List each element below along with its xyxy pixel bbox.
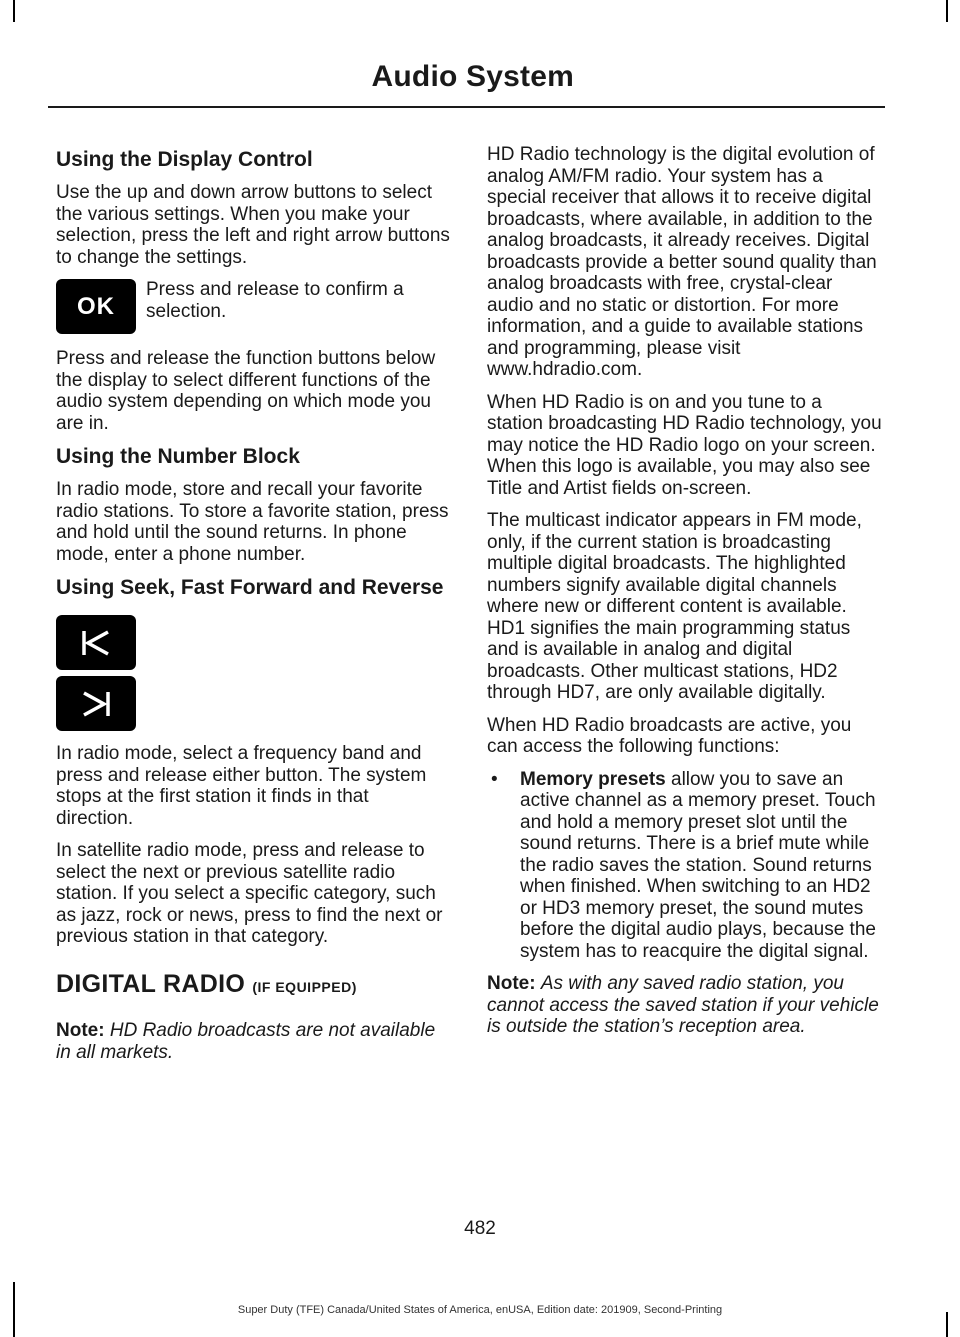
note-text: HD Radio broadcasts are not available in all markets. xyxy=(56,1020,436,1063)
memory-presets-bullet xyxy=(487,769,883,963)
bullet-body xyxy=(520,769,883,963)
note-text-right: As with any saved radio station, you cannot access the saved station if your vehicle is outside the station’s reception area. xyxy=(487,973,879,1037)
page-title: Audio System xyxy=(371,60,574,93)
seek-next-icon xyxy=(56,676,136,731)
crop-mark-top-left xyxy=(13,0,15,22)
digital-radio-suffix: (IF EQUIPPED) xyxy=(252,978,357,995)
seek-icons xyxy=(56,615,450,731)
note-label: Note: xyxy=(56,1020,105,1041)
seek-paragraph-1: In radio mode, select a frequency band and press and release either button. The system stops at the first station it finds in that direction. xyxy=(56,743,427,829)
header-rule xyxy=(48,106,885,108)
digital-radio-title: DIGITAL RADIO xyxy=(56,969,246,998)
seek-paragraph-2: In satellite radio mode, press and release to select the next or previous satellite radio station. If you select a specific category, such as jazz, rock or news, press to find the next or previous station in that category. xyxy=(56,840,443,947)
hd-paragraph-4: When HD Radio broadcasts are active, you can access the following functions: xyxy=(487,714,852,757)
ok-label: OK xyxy=(77,292,115,320)
number-block-heading: Using the Number Block xyxy=(56,445,300,468)
bullet-term: Memory presets xyxy=(520,768,666,790)
display-control-paragraph-1: Use the up and down arrow buttons to select the various settings. When you make your selection, press the left and right arrow buttons to change the settings. xyxy=(56,182,450,268)
saved-station-note xyxy=(487,973,883,1038)
hd-paragraph-2: When HD Radio is on and you tune to a station broadcasting HD Radio technology, you may notice the HD Radio logo on your screen. When this logo is available, you may also see Title and Artist fields on-screen. xyxy=(487,391,882,499)
hd-paragraph-3: The multicast indicator appears in FM mode, only, if the current station is broadcasting multiple digital broadcasts. The highlighted numbers signify available digital channels where new or different content is available. HD1 signifies the main programming status and is available in analog and digital broadcasts. Other multicast stations, HD2 through HD7, are only available digitally. xyxy=(487,510,862,703)
display-control-heading: Using the Display Control xyxy=(56,148,313,171)
ok-button-row xyxy=(56,279,450,334)
ok-caption: Press and release to confirm a selection. xyxy=(146,279,404,322)
digital-radio-heading xyxy=(56,969,450,999)
bullet-mark: • xyxy=(491,768,498,790)
digital-radio-note xyxy=(56,1020,450,1063)
left-column xyxy=(56,144,450,1074)
right-column xyxy=(487,144,883,1049)
number-block-paragraph: In radio mode, store and recall your favorite radio stations. To store a favorite station, press and hold until the sound returns. In phone mode, enter a phone number. xyxy=(56,479,449,565)
display-control-paragraph-2: Press and release the function buttons below the display to select different functions of the audio system depending on which mode you are in. xyxy=(56,348,436,434)
footer: Super Duty (TFE) Canada/United States of America, enUSA, Edition date: 201909, Second-Printing xyxy=(237,1304,723,1316)
page-number: 482 xyxy=(464,1218,496,1239)
bullet-text: allow you to save an active channel as a memory preset. Touch and hold a memory preset slot until the sound returns. There is a brief mute while the radio saves the station. Sound returns when finished. When switching to an HD2 or HD3 memory preset, the sound mutes before the digital audio plays, because the system has to reacquire the digital signal. xyxy=(520,768,876,962)
note-label-right: Note: xyxy=(487,973,536,994)
ok-button-icon xyxy=(56,279,136,334)
crop-mark-top-right xyxy=(946,0,948,22)
seek-previous-icon xyxy=(56,615,136,670)
hd-paragraph-1: HD Radio technology is the digital evolution of analog AM/FM radio. Your system has a special receiver that allows it to receive digital broadcasts, where available, in addition to the analog broadcasts, it already receives. Digital broadcasts provide a better sound quality than analog broadcasts with free, crystal-clear audio and no static or distortion. For more information, and a guide to available stations and programming, please visit www.hdradio.com. xyxy=(487,144,877,380)
seek-heading: Using Seek, Fast Forward and Reverse xyxy=(56,576,444,599)
